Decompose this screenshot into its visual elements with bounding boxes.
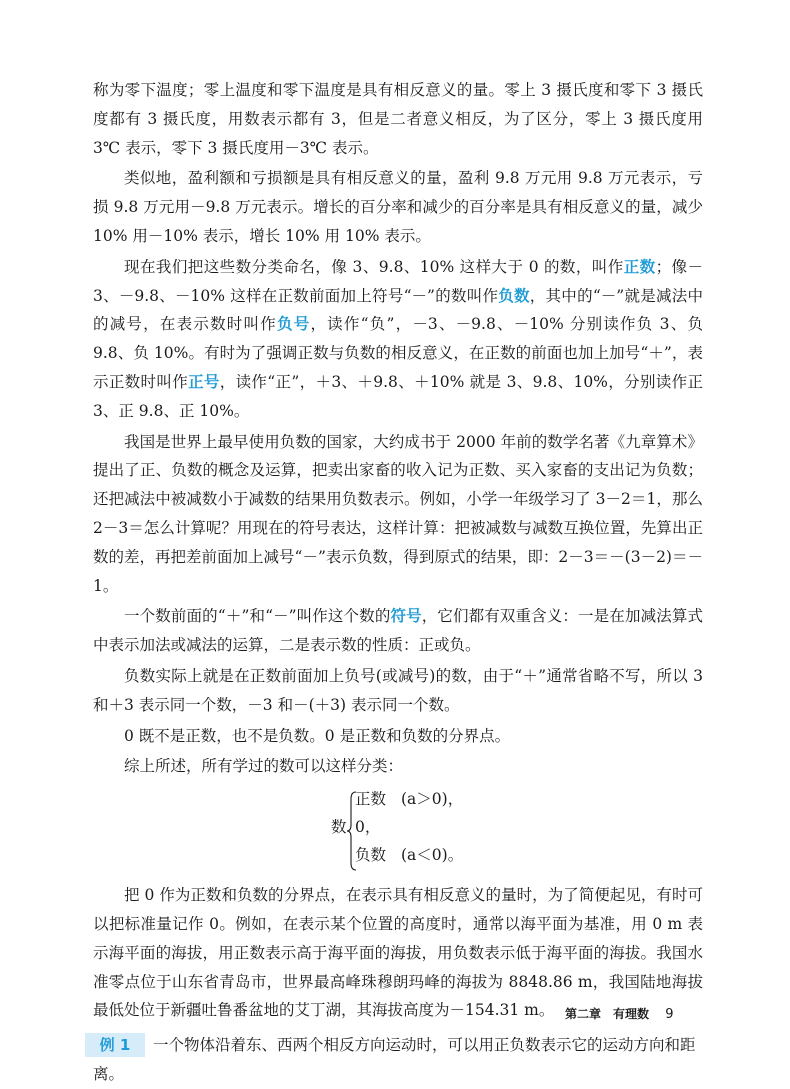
chapter-title: 第二章 有理数 xyxy=(565,1007,650,1021)
paragraph-reference-zero: 把 0 作为正数和负数的分界点，在表示具有相反意义的量时，为了简便起见，有时可以把标准量记作 0。例如，在表示某个位置的高度时，通常以海平面为基准，用 0 m 表示海平面的海拔，用正数表示高于海平面的海拔，用负数表示低于海平面的海拔。我国水准零点位于山东省青岛市，世界最高峰珠穆朗玛峰的海拔为 8848.86 m，我国陆地海拔最低处位于新疆吐鲁番盆地的艾丁湖，其海拔高度为－154.31 m。 xyxy=(93,886,703,1020)
class-positive: 正数 xyxy=(355,790,387,809)
classification-label: 数 xyxy=(331,818,347,837)
keyword-sign: 符号 xyxy=(390,606,422,626)
class-positive-condition: (a＞0)， xyxy=(401,790,464,809)
paragraph-summary: 综上所述，所有学过的数可以这样分类： xyxy=(124,757,404,776)
keyword-plus-sign: 正号 xyxy=(188,371,220,391)
keyword-minus-sign: 负号 xyxy=(276,314,311,334)
paragraph-zero: 0 既不是正数，也不是负数。0 是正数和负数的分界点。 xyxy=(124,726,511,745)
number-classification xyxy=(93,785,703,875)
keyword-negative: 负数 xyxy=(498,285,530,305)
class-zero: 0， xyxy=(355,818,381,837)
class-negative: 负数 xyxy=(355,846,387,865)
paragraph-profit: 类似地，盈利额和亏损额是具有相反意义的量，盈利 9.8 万元用 9.8 万元表示，亏损 9.8 万元用－9.8 万元表示。增长的百分率和减少的百分率是具有相反意义的量，减少 10% 用－10% 表示，增长 10% 用 10% 表示。 xyxy=(93,169,703,245)
example-text: 一个物体沿着东、西两个相反方向运动时，可以用正负数表示它的运动方向和距离。 xyxy=(93,1036,696,1083)
paragraph-history: 我国是世界上最早使用负数的国家，大约成书于 2000 年前的数学名著《九章算术》提出了正、负数的概念及运算，把卖出家畜的收入记为正数、买入家畜的支出记为负数；还把减法中被减数小于减数的结果用负数表示。例如，小学一年级学习了 3－2＝1，那么 2－3＝怎么计算呢？用现在的符号表达，这样计算：把被减数与减数互换位置，先算出正数的差，再把差前面加上减号“－”表示负数，得到原式的结果，即：2－3＝－(3－2)＝－1。 xyxy=(93,432,703,595)
example-1 xyxy=(93,1031,703,1089)
page-footer xyxy=(565,1005,673,1022)
paragraph-negative-meaning: 负数实际上就是在正数前面加上负号(或减号)的数，由于“＋”通常省略不写，所以 3 和＋3 表示同一个数，－3 和－(＋3) 表示同一个数。 xyxy=(93,666,703,714)
example-tag: 例 1 xyxy=(85,1033,145,1057)
page-number: 9 xyxy=(665,1007,674,1022)
class-negative-condition: (a＜0)。 xyxy=(401,846,464,865)
textbook-page xyxy=(93,76,703,1089)
paragraph-sign: 一个数前面的“＋”和“－”叫作这个数的符号，它们都有双重含义：一是在加减法算式中表示加法或减法的运算，二是表示数的性质：正或负。 xyxy=(93,606,703,655)
paragraph-temperature: 称为零下温度；零上温度和零下温度是具有相反意义的量。零上 3 摄氏度和零下 3 摄氏度都有 3 摄氏度，用数表示都有 3，但是二者意义相反，为了区分，零上 3 摄氏度用 3℃ 表示，零下 3 摄氏度用－3℃ 表示。 xyxy=(93,81,703,157)
keyword-positive: 正数 xyxy=(623,256,656,276)
paragraph-definitions: 现在我们把这些数分类命名，像 3、9.8、10% 这样大于 0 的数，叫作正数；像－3、－9.8、－10% 这样在正数前面加上符号“－”的数叫作负数，其中的“－”就是减法中的减号，在表示数时叫作负号，读作“负”，－3、－9.8、－10% 分别读作负 3、负 9.8、负 10%。有时为了强调正数与负数的相反意义，在正数的前面也加上加号“＋”，表示正数时叫作正号，读作“正”，＋3、＋9.8、＋10% 就是 3、9.8、10%，分别读作正 3、正 9.8、正 10%。 xyxy=(93,256,703,420)
